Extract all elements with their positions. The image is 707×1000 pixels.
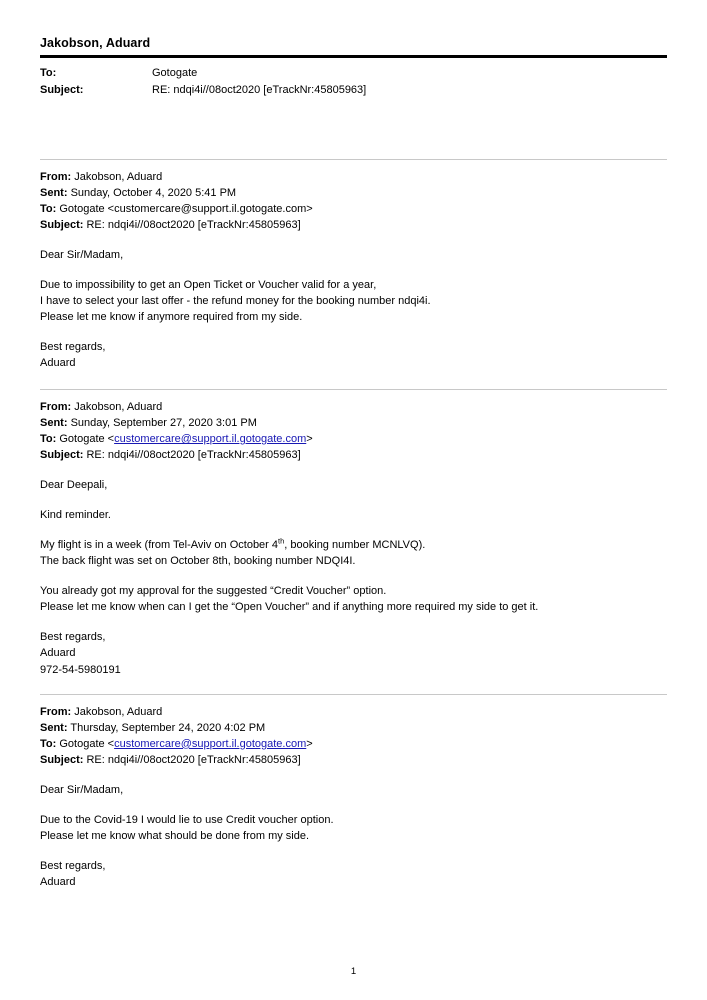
body-line: Due to impossibility to get an Open Ticket or Voucher valid for a year, xyxy=(40,278,377,291)
table-row xyxy=(40,67,366,84)
from-value: Jakobson, Aduard xyxy=(74,705,163,718)
email-link[interactable]: customercare@support.il.gotogate.com xyxy=(114,737,307,750)
to-suffix: > xyxy=(306,737,313,750)
to-label: To: xyxy=(40,202,57,215)
sent-value: Sunday, October 4, 2020 5:41 PM xyxy=(70,186,237,199)
subject-value: RE: ndqi4i//08oct2020 [eTrackNr:45805963] xyxy=(86,449,301,462)
closing: Best regards, xyxy=(40,631,106,644)
meta-value-to: Gotogate xyxy=(152,67,198,79)
meta-value-subject: RE: ndqi4i//08oct2020 [eTrackNr:45805963] xyxy=(152,83,367,96)
ordinal-suffix: th xyxy=(278,536,285,546)
message-divider xyxy=(40,694,667,695)
message-body xyxy=(40,782,667,890)
sent-label: Sent: xyxy=(40,721,68,734)
body-line xyxy=(40,537,667,553)
signature: Aduard xyxy=(40,875,76,888)
body-line: Please let me know when can I get the “Open Voucher” and if anything more required my side to get it. xyxy=(40,601,539,614)
message-headers xyxy=(40,399,667,463)
from-value: Jakobson, Aduard xyxy=(74,170,163,183)
page-title: Jakobson, Aduard xyxy=(40,36,151,50)
subject-label: Subject: xyxy=(40,753,84,766)
message-body xyxy=(40,247,667,371)
email-link[interactable]: customercare@support.il.gotogate.com xyxy=(114,433,307,446)
message-divider xyxy=(40,389,667,390)
body-line: I have to select your last offer - the refund money for the booking number ndqi4i. xyxy=(40,294,431,307)
email-message-2 xyxy=(40,389,667,678)
page-number: 1 xyxy=(350,966,357,977)
meta-label-to: To: xyxy=(40,67,57,79)
message-body xyxy=(40,477,667,677)
flight-line-pre: My flight is in a week (from Tel-Aviv on October 4 xyxy=(40,539,279,552)
subject-label: Subject: xyxy=(40,449,84,462)
body-line: Please let me know if anymore required from my side. xyxy=(40,310,303,323)
message-headers xyxy=(40,169,667,233)
from-label: From: xyxy=(40,705,72,718)
body-line: Due to the Covid-19 I would lie to use Credit voucher option. xyxy=(40,813,334,826)
from-label: From: xyxy=(40,170,72,183)
to-value: Gotogate <customercare@support.il.gotogate.com> xyxy=(59,202,313,215)
signature: Aduard xyxy=(40,356,76,369)
to-prefix: Gotogate < xyxy=(59,737,115,750)
to-label: To: xyxy=(40,737,57,750)
subject-value: RE: ndqi4i//08oct2020 [eTrackNr:45805963] xyxy=(86,218,301,231)
greeting: Dear Deepali, xyxy=(40,479,108,492)
document-content xyxy=(40,36,667,890)
phone-number: 972-54-5980191 xyxy=(40,663,121,676)
body-line: Please let me know what should be done from my side. xyxy=(40,829,310,842)
from-label: From: xyxy=(40,400,72,413)
sent-value: Thursday, September 24, 2020 4:02 PM xyxy=(70,721,266,734)
flight-line-post: , booking number MCNLVQ). xyxy=(284,539,426,552)
greeting: Dear Sir/Madam, xyxy=(40,783,124,796)
sent-label: Sent: xyxy=(40,417,68,430)
to-suffix: > xyxy=(306,433,313,446)
spacer xyxy=(40,371,667,389)
greeting: Dear Sir/Madam, xyxy=(40,248,124,261)
body-line: The back flight was set on October 8th, booking number NDQI4I. xyxy=(40,555,356,568)
table-row xyxy=(40,84,366,101)
closing: Best regards, xyxy=(40,340,106,353)
subject-label: Subject: xyxy=(40,218,84,231)
meta-label-subject: Subject: xyxy=(40,83,84,96)
closing: Best regards, xyxy=(40,859,106,872)
to-label: To: xyxy=(40,433,57,446)
header-divider xyxy=(40,55,667,58)
email-message-1 xyxy=(40,159,667,371)
from-value: Jakobson, Aduard xyxy=(74,400,163,413)
message-headers xyxy=(40,704,667,768)
email-message-3 xyxy=(40,694,667,890)
email-meta-table xyxy=(40,67,366,101)
to-prefix: Gotogate < xyxy=(59,433,115,446)
spacer xyxy=(40,678,667,694)
signature: Aduard xyxy=(40,647,76,660)
sent-label: Sent: xyxy=(40,186,68,199)
spacer xyxy=(40,101,667,159)
sent-value: Sunday, September 27, 2020 3:01 PM xyxy=(70,417,257,430)
message-divider xyxy=(40,159,667,160)
subject-value: RE: ndqi4i//08oct2020 [eTrackNr:45805963] xyxy=(86,753,301,766)
body-line: You already got my approval for the suggested “Credit Voucher” option. xyxy=(40,585,387,598)
body-line: Kind reminder. xyxy=(40,509,111,522)
